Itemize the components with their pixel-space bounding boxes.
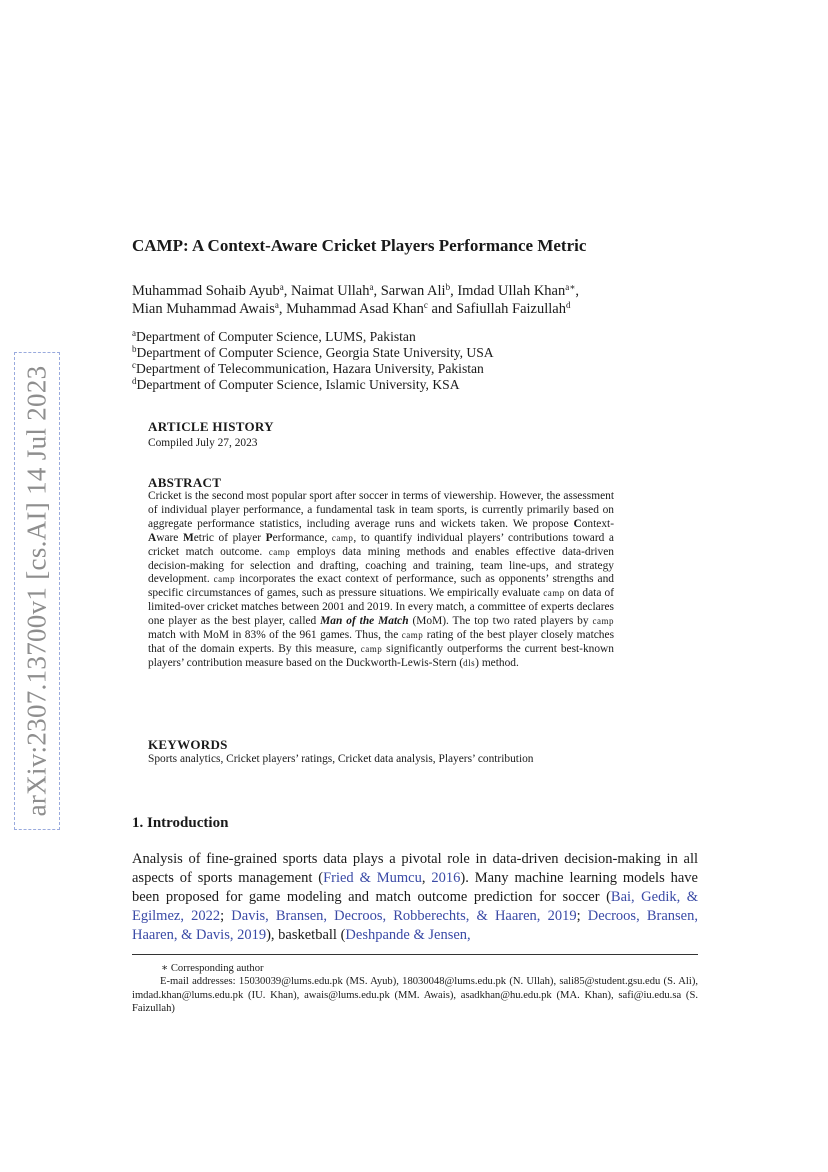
author-line-2: Mian Muhammad Awais$^a$, Muhammad Asad Khan$^c$ and Safiullah Faizullah$^d$ (132, 300, 571, 317)
citation-link[interactable]: Decroos, Bransen, Haaren, & Davis, 2019 (132, 908, 698, 943)
arxiv-identifier: arXiv:2307.13700v1 [cs.AI] 14 Jul 2023 (21, 365, 52, 817)
email-addresses: E-mail addresses: 15030039@lums.edu.pk (MS. Ayub), 18030048@lums.edu.pk (N. Ullah), sali85@student.gsu.edu (S. Ali), imdad.khan@lums.edu.pk (IU. Khan), awais@lums.edu.pk (MM. Awais), asadkhan@hu.edu.pk (MA. Khan), safi@iu.edu.sa (S. Faizullah) (132, 976, 698, 1014)
keywords-heading: KEYWORDS (148, 737, 228, 752)
abstract-text: Cricket is the second most popular sport after soccer in terms of viewership. However, the assessment of individual player performance, a fundamental task in team sports, is currently primarily based on aggregate performance statistics, including average runs and wickets taken. We propose Context-Aware Metric of player Performance, camp, to quantify individual players’ contributions toward a cricket match outcome. camp employs data mining methods and enables effective data-driven decision-making for selection and drafting, coaching and training, team line-ups, and strategy development. camp incorporates the exact context of performance, such as opponents’ strengths and specific circumstances of games, such as pressure situations. We empirically evaluate camp on data of limited-over cricket matches between 2001 and 2019. In every match, a committee of experts declares one player as the best player, called Man of the Match (MoM). The top two rated players by camp match with MoM in 83% of the 961 games. Thus, the camp rating of the best player closely matches that of the domain experts. By this measure, camp significantly outperforms the current best-known players’ contribution measure based on the Duckworth-Lewis-Stern (dls) method. (148, 490, 615, 669)
affiliation-c: $^c$Department of Telecommunication, Hazara University, Pakistan (132, 360, 484, 376)
citation-link[interactable]: Davis, Bransen, Decroos, Robberechts, & Haaren, 2019 (231, 908, 577, 924)
abstract-heading: ABSTRACT (148, 475, 222, 490)
section-heading-introduction: 1. Introduction (132, 815, 229, 831)
corresponding-author-note: ∗ Corresponding author (161, 963, 264, 974)
affiliation-d: $^d$Department of Computer Science, Islamic University, KSA (132, 376, 460, 392)
keywords-text: Sports analytics, Cricket players’ ratings, Cricket data analysis, Players’ contribution (148, 753, 534, 765)
introduction-text: Analysis of fine-grained sports data plays a pivotal role in data-driven decision-making in all aspects of sports management (Fried & Mumcu, 2016). Many machine learning models have been proposed for game modeling and match outcome prediction for soccer (Bai, Gedik, & Egilmez, 2022; Davis, Bransen, Decroos, Robberechts, & Haaren, 2019; Decroos, Bransen, Haaren, & Davis, 2019), basketball (Deshpande & Jensen, (132, 851, 698, 943)
footnote-divider (132, 954, 698, 955)
affiliation-a: $^a$Department of Computer Science, LUMS, Pakistan (132, 328, 416, 344)
affiliation-b: $^b$Department of Computer Science, Georgia State University, USA (132, 344, 494, 360)
arxiv-stamp (14, 352, 60, 830)
citation-link[interactable]: Bai, Gedik, & Egilmez, 2022 (132, 889, 698, 924)
citation-link[interactable]: 2016 (431, 870, 461, 886)
paper-title: CAMP: A Context-Aware Cricket Players Performance Metric (132, 236, 587, 255)
article-history-heading: ARTICLE HISTORY (148, 419, 274, 434)
compiled-date: Compiled July 27, 2023 (148, 437, 258, 449)
citation-link[interactable]: Fried & Mumcu (323, 870, 422, 886)
author-line-1: Muhammad Sohaib Ayub$^a$, Naimat Ullah$^a$, Sarwan Ali$^b$, Imdad Ullah Khan$^{a∗}$, (132, 282, 579, 299)
citation-link[interactable]: Deshpande & Jensen, (345, 927, 471, 943)
